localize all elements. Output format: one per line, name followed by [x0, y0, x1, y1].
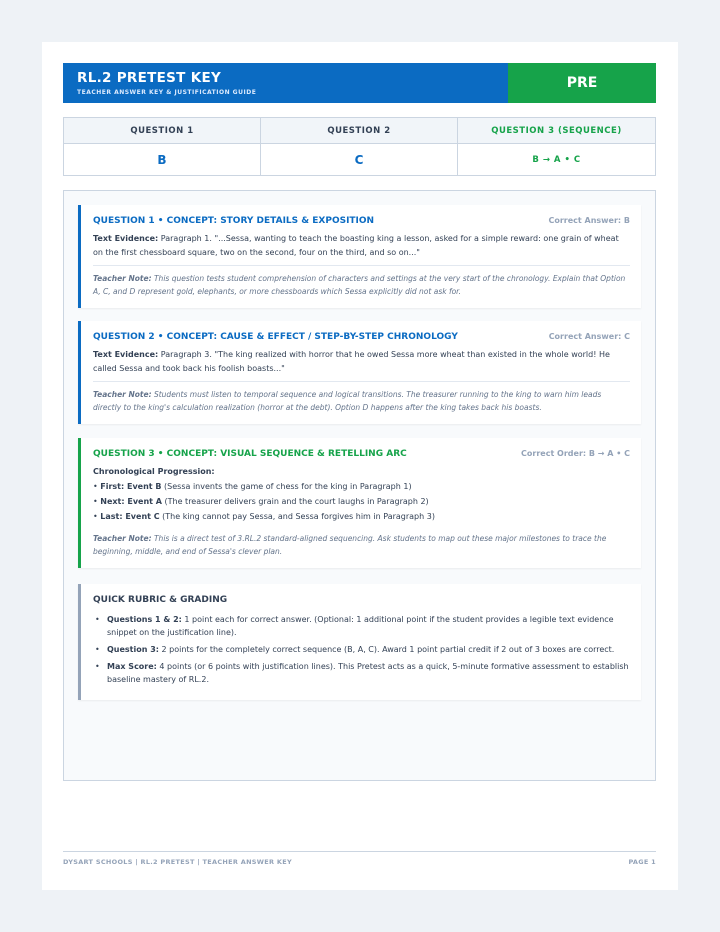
card-divider [93, 265, 630, 266]
sequence-text: (Sessa invents the game of chess for the king in Paragraph 1) [161, 482, 412, 491]
question-1-title: QUESTION 1 • CONCEPT: STORY DETAILS & EXPOSITION [93, 216, 375, 226]
rubric-item-label: Question 3: [107, 645, 159, 654]
progression-heading: Chronological Progression: [93, 467, 215, 476]
note-text: This question tests student comprehension of characters and settings at the very start of the chronology. Explain that Option A, C, and D represent gold, elephants, or more chessboards which Sessa explicitly did not ask for. [93, 274, 626, 296]
rubric-item-label: Questions 1 & 2: [107, 615, 182, 624]
answer-header-q3: QUESTION 3 (SEQUENCE) [458, 118, 655, 144]
footer-left-text: DYSART SCHOOLS | RL.2 PRETEST | TEACHER ANSWER KEY [63, 858, 292, 866]
question-2-evidence [93, 348, 630, 376]
answer-header-q2: QUESTION 2 [261, 118, 458, 144]
answer-value-q3: B → A • C [532, 155, 581, 165]
rubric-item-label: Max Score: [107, 662, 157, 671]
rubric-item-text: 2 points for the completely correct sequence (B, A, C). Award 1 point partial credit if 2 out of 3 boxes are correct. [159, 645, 615, 654]
question-3-card [78, 438, 641, 568]
rubric-title: QUICK RUBRIC & GRADING [93, 595, 228, 605]
page-footer [63, 851, 656, 866]
question-2-teacher-note [93, 388, 630, 414]
page-title: RL.2 PRETEST KEY [77, 70, 222, 86]
pretest-badge: PRE [508, 63, 656, 103]
rubric-card [78, 584, 641, 700]
question-3-correct-order: Correct Order: B → A • C [521, 449, 630, 458]
rubric-item-text: 4 points (or 6 points with justification lines). This Pretest acts as a quick, 5-minute formative assessment to establish baseline mastery of RL.2. [107, 662, 629, 684]
note-label: Teacher Note: [93, 274, 152, 283]
question-3-title: QUESTION 3 • CONCEPT: VISUAL SEQUENCE & RETELLING ARC [93, 449, 407, 459]
sequence-label: Next: Event A [100, 497, 162, 506]
answer-value-q2: C [261, 144, 458, 176]
header-title-block [63, 63, 508, 103]
question-3-teacher-note [93, 532, 630, 558]
question-1-teacher-note [93, 272, 630, 298]
document-page [42, 42, 678, 890]
rubric-item [93, 660, 630, 686]
sequence-text: (The treasurer delivers grain and the court laughs in Paragraph 2) [161, 497, 429, 506]
sequence-item-last: • Last: Event C (The king cannot pay Sessa, and Sessa forgives him in Paragraph 3) [93, 512, 435, 521]
rubric-item-text: 1 point each for correct answer. (Optional: 1 additional point if the student provides a legible text evidence snippet on the justification line). [107, 615, 614, 637]
question-1-correct-answer: Correct Answer: B [548, 216, 630, 225]
note-text: This is a direct test of 3.RL.2 standard-aligned sequencing. Ask students to map out these major milestones to trace the beginning, middle, and end of Sessa's clever plan. [93, 534, 607, 556]
rubric-list [93, 613, 630, 686]
note-text: Students must listen to temporal sequence and logical transitions. The treasurer running to the king to warn him leads directly to the king's calculation realization (horror at the debt). Option D happens after the king takes back his boasts. [93, 390, 602, 412]
sequence-item-first: • First: Event B (Sessa invents the game of chess for the king in Paragraph 1) [93, 482, 412, 491]
question-2-card [78, 321, 641, 424]
answer-header-q1: QUESTION 1 [64, 118, 261, 144]
evidence-label: Text Evidence: [93, 350, 159, 359]
rubric-item [93, 643, 630, 656]
card-divider [93, 381, 630, 382]
page-subtitle: TEACHER ANSWER KEY & JUSTIFICATION GUIDE [77, 89, 257, 96]
evidence-text: Paragraph 1. "...Sessa, wanting to teach the boasting king a lesson, asked for a simple reward: one grain of wheat on the first chessboard square, two on the second, four on the third, and so on..." [93, 234, 619, 257]
sequence-text: (The king cannot pay Sessa, and Sessa forgives him in Paragraph 3) [159, 512, 435, 521]
page-number: PAGE 1 [628, 858, 656, 866]
question-1-evidence [93, 232, 630, 260]
sequence-item-next: • Next: Event A (The treasurer delivers grain and the court laughs in Paragraph 2) [93, 497, 429, 506]
answer-summary-table [63, 117, 656, 176]
sequence-label: First: Event B [100, 482, 162, 491]
page-header [63, 63, 656, 103]
sequence-label: Last: Event C [100, 512, 160, 521]
question-2-correct-answer: Correct Answer: C [548, 332, 630, 341]
answer-value-q1: B [64, 144, 261, 176]
note-label: Teacher Note: [93, 390, 152, 399]
evidence-label: Text Evidence: [93, 234, 159, 243]
question-2-title: QUESTION 2 • CONCEPT: CAUSE & EFFECT / STEP-BY-STEP CHRONOLOGY [93, 332, 458, 342]
rubric-item [93, 613, 630, 639]
note-label: Teacher Note: [93, 534, 152, 543]
evidence-text: Paragraph 3. "The king realized with horror that he owed Sessa more wheat than existed in the whole world! He called Sessa and took back his foolish boasts..." [93, 350, 610, 373]
justification-panel [63, 190, 656, 781]
question-1-card [78, 205, 641, 308]
